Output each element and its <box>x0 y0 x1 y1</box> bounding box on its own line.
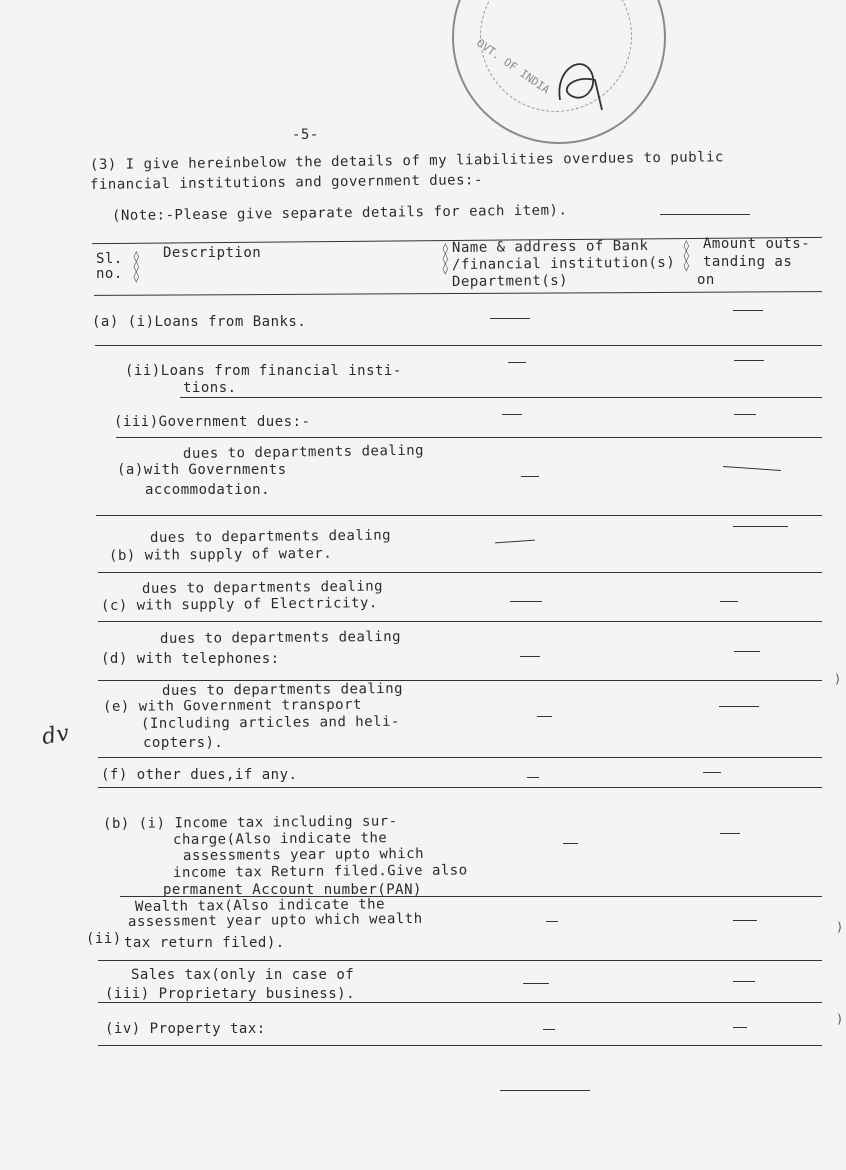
note-text: (Note:-Please give separate details for each item). <box>111 202 568 224</box>
dash <box>719 706 759 707</box>
dash <box>563 843 578 844</box>
row-gov-b-2: (b) with supply of water. <box>108 545 333 564</box>
header-amount-3: on <box>697 272 715 288</box>
dash <box>527 777 539 778</box>
header-sl-2: no. <box>96 266 123 282</box>
row-rule <box>98 680 822 681</box>
header-amount-2: tanding as <box>703 254 793 270</box>
row-rule <box>98 572 822 573</box>
row-b-ii-label: (ii) <box>86 931 122 947</box>
row-b-i-1: (b) (i) Income tax including sur- <box>102 813 398 832</box>
margin-mark: ) <box>834 672 842 686</box>
intro-line-1: (3) I give hereinbelow the details of my liabilities overdues to public <box>89 149 724 173</box>
row-rule <box>120 896 822 897</box>
dash <box>543 1029 555 1030</box>
dash <box>490 318 530 319</box>
dash <box>520 656 540 657</box>
row-b-i-2: charge(Also indicate the <box>172 830 388 848</box>
row-b-iii-2: (iii) Proprietary business). <box>105 986 356 1002</box>
row-gov-a-1: dues to departments dealing <box>182 442 425 462</box>
row-b-ii-1: Wealth tax(Also indicate the <box>134 896 386 915</box>
header-bank-1: Name & address of Bank <box>451 237 649 256</box>
dash <box>720 601 738 602</box>
dash <box>703 772 721 773</box>
row-b-iv: (iv) Property tax: <box>105 1021 266 1037</box>
header-bank-2: /financial institution(s) <box>451 254 676 273</box>
row-gov-d-2: (d) with telephones: <box>101 651 280 667</box>
header-amount-1: Amount outs- <box>703 236 811 252</box>
row-gov-e-2: (e) with Government transport <box>102 696 362 715</box>
dash <box>734 360 764 361</box>
row-rule <box>98 1002 822 1003</box>
dash <box>546 921 558 922</box>
dash <box>720 833 740 834</box>
dash <box>734 651 760 652</box>
row-rule <box>98 757 822 758</box>
row-gov-a-3: accommodation. <box>145 482 271 498</box>
row-a-ii-2: tions. <box>183 380 237 396</box>
header-separator: ◊ ◊ ◊ <box>133 250 140 283</box>
row-a-iii: (iii)Government dues:- <box>114 414 311 430</box>
row-gov-e-4: copters). <box>143 735 224 751</box>
header-bank-3: Department(s) <box>451 272 569 290</box>
row-b-i-4: income tax Return filed.Give also <box>172 862 468 881</box>
row-b-ii-2: assessment year upto which wealth <box>127 910 423 930</box>
dash <box>495 540 535 544</box>
dash <box>734 414 756 415</box>
row-gov-c-1: dues to departments dealing <box>141 578 384 597</box>
dash <box>510 601 542 602</box>
dash <box>733 1027 747 1028</box>
dash <box>521 476 539 477</box>
row-rule <box>98 1045 822 1046</box>
dash <box>733 526 788 527</box>
page-number: -5- <box>292 127 319 143</box>
row-gov-e-3: (Including articles and heli- <box>140 713 400 732</box>
handwritten-initials: dv <box>40 720 72 751</box>
row-rule <box>180 397 822 398</box>
row-rule <box>116 437 822 438</box>
margin-mark: ) <box>836 920 844 934</box>
header-sl-1: Sl. <box>96 251 123 267</box>
row-gov-c-2: (c) with supply of Electricity. <box>100 595 378 614</box>
dash <box>733 920 757 921</box>
row-b-ii-3: tax return filed). <box>124 935 285 951</box>
row-a-i: (a) (i)Loans from Banks. <box>92 314 307 330</box>
dash <box>508 362 526 363</box>
header-description: Description <box>163 245 262 261</box>
note-dash <box>660 214 750 215</box>
row-gov-a-2: (a)with Governments <box>117 462 287 478</box>
row-b-i-5: permanent Account number(PAN) <box>163 882 422 898</box>
intro-line-2: financial institutions and government dues:- <box>89 172 483 193</box>
footer-dash <box>500 1090 590 1091</box>
seal-text: OVT. OF INDIA <box>474 36 553 97</box>
dash <box>523 983 549 984</box>
dash <box>733 981 755 982</box>
row-rule <box>98 960 822 961</box>
dash <box>537 716 552 717</box>
header-separator: ◊ ◊ ◊ <box>442 242 449 275</box>
row-rule <box>98 621 822 622</box>
signature-mark <box>550 50 610 120</box>
row-b-i-3: assessments year upto which <box>182 845 425 864</box>
row-rule <box>96 515 822 516</box>
row-gov-e-1: dues to departments dealing <box>161 680 404 699</box>
row-gov-d-1: dues to departments dealing <box>159 628 402 647</box>
dash <box>733 310 763 311</box>
row-gov-f: (f) other dues,if any. <box>101 767 298 783</box>
row-rule <box>98 787 822 788</box>
header-bottom-rule <box>94 291 822 296</box>
row-b-iii-1: Sales tax(only in case of <box>131 967 355 983</box>
row-a-ii-1: (ii)Loans from financial insti- <box>125 363 402 379</box>
dash <box>502 414 522 415</box>
row-gov-b-1: dues to departments dealing <box>149 527 392 546</box>
margin-mark: ) <box>836 1012 844 1026</box>
header-separator: ◊ ◊ ◊ <box>683 239 690 272</box>
row-rule <box>95 345 822 346</box>
dash <box>723 466 781 471</box>
